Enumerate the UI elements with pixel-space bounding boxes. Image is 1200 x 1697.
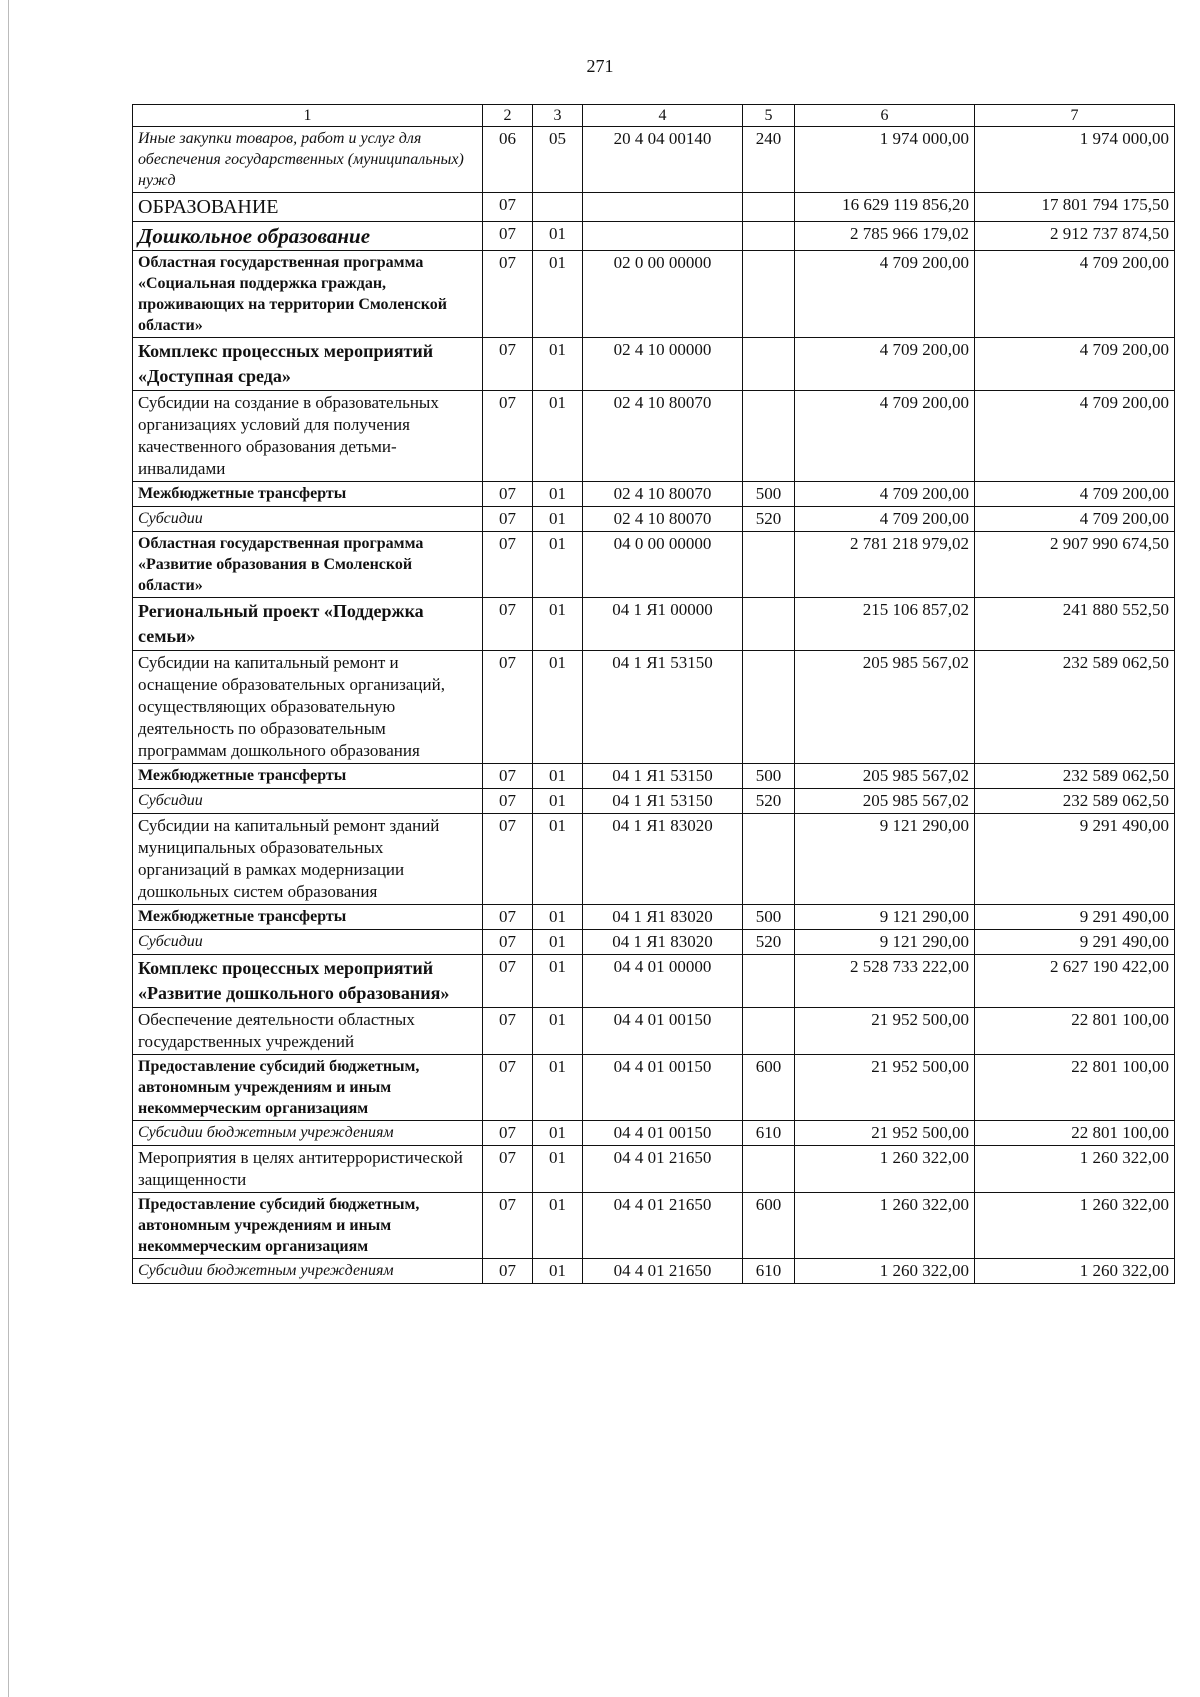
expense-type-cell: 520 — [743, 789, 795, 814]
row-name-cell: Межбюджетные трансферты — [133, 482, 483, 507]
header-cell: 3 — [533, 105, 583, 127]
amount-year-1-cell: 21 952 500,00 — [795, 1008, 975, 1055]
section-code-cell: 07 — [483, 930, 533, 955]
target-article-cell: 04 1 Я1 83020 — [583, 905, 743, 930]
subsection-code-cell: 01 — [533, 338, 583, 391]
budget-table — [132, 104, 1175, 1284]
target-article-cell: 04 4 01 00150 — [583, 1055, 743, 1121]
row-name-cell: Субсидии — [133, 507, 483, 532]
target-article-cell — [583, 193, 743, 222]
section-code-cell: 06 — [483, 127, 533, 193]
subsection-code-cell: 01 — [533, 1259, 583, 1284]
subsection-code-cell: 01 — [533, 814, 583, 905]
table-row — [133, 598, 1175, 651]
expense-type-cell — [743, 598, 795, 651]
row-name-cell: Субсидии — [133, 789, 483, 814]
subsection-code-cell: 01 — [533, 651, 583, 764]
amount-year-1-cell: 4 709 200,00 — [795, 391, 975, 482]
expense-type-cell — [743, 1146, 795, 1193]
table-row — [133, 955, 1175, 1008]
expense-type-cell — [743, 651, 795, 764]
expense-type-cell: 240 — [743, 127, 795, 193]
subsection-code-cell: 01 — [533, 598, 583, 651]
table-row — [133, 338, 1175, 391]
subsection-code-cell: 01 — [533, 1121, 583, 1146]
target-article-cell: 04 4 01 00000 — [583, 955, 743, 1008]
target-article-cell: 04 4 01 21650 — [583, 1193, 743, 1259]
target-article-cell: 04 1 Я1 83020 — [583, 930, 743, 955]
row-name-cell: Комплекс процессных мероприятий «Развитие дошкольного образования» — [133, 955, 483, 1008]
amount-year-1-cell: 1 260 322,00 — [795, 1193, 975, 1259]
target-article-cell: 04 1 Я1 53150 — [583, 764, 743, 789]
row-name-cell: Предоставление субсидий бюджетным, автономным учреждениям и иным некоммерческим организациям — [133, 1055, 483, 1121]
section-code-cell: 07 — [483, 814, 533, 905]
section-code-cell: 07 — [483, 955, 533, 1008]
table-row — [133, 1193, 1175, 1259]
subsection-code-cell: 01 — [533, 764, 583, 789]
row-name-cell: Дошкольное образование — [133, 222, 483, 251]
target-article-cell: 04 4 01 21650 — [583, 1259, 743, 1284]
expense-type-cell — [743, 222, 795, 251]
amount-year-2-cell: 4 709 200,00 — [975, 391, 1175, 482]
target-article-cell: 02 4 10 80070 — [583, 507, 743, 532]
expense-type-cell: 600 — [743, 1193, 795, 1259]
target-article-cell: 02 4 10 80070 — [583, 391, 743, 482]
table-row — [133, 1259, 1175, 1284]
row-name-cell: Комплекс процессных мероприятий «Доступная среда» — [133, 338, 483, 391]
section-code-cell: 07 — [483, 222, 533, 251]
amount-year-2-cell: 9 291 490,00 — [975, 814, 1175, 905]
row-name-cell: Субсидии — [133, 930, 483, 955]
subsection-code-cell: 01 — [533, 222, 583, 251]
subsection-code-cell: 01 — [533, 507, 583, 532]
subsection-code-cell: 01 — [533, 482, 583, 507]
row-name-cell: Межбюджетные трансферты — [133, 905, 483, 930]
section-code-cell: 07 — [483, 1121, 533, 1146]
amount-year-1-cell: 1 260 322,00 — [795, 1259, 975, 1284]
amount-year-2-cell: 22 801 100,00 — [975, 1121, 1175, 1146]
amount-year-1-cell: 215 106 857,02 — [795, 598, 975, 651]
expense-type-cell — [743, 1008, 795, 1055]
target-article-cell: 04 4 01 21650 — [583, 1146, 743, 1193]
expense-type-cell — [743, 814, 795, 905]
table-row — [133, 391, 1175, 482]
row-name-cell: Обеспечение деятельности областных государственных учреждений — [133, 1008, 483, 1055]
target-article-cell: 04 1 Я1 00000 — [583, 598, 743, 651]
subsection-code-cell: 01 — [533, 955, 583, 1008]
expense-type-cell: 600 — [743, 1055, 795, 1121]
header-cell: 6 — [795, 105, 975, 127]
row-name-cell: Субсидии бюджетным учреждениям — [133, 1121, 483, 1146]
table-row — [133, 1121, 1175, 1146]
header-cell: 7 — [975, 105, 1175, 127]
section-code-cell: 07 — [483, 1055, 533, 1121]
table-row — [133, 814, 1175, 905]
target-article-cell: 02 0 00 00000 — [583, 251, 743, 338]
table-row — [133, 251, 1175, 338]
amount-year-2-cell: 2 907 990 674,50 — [975, 532, 1175, 598]
expense-type-cell: 520 — [743, 507, 795, 532]
header-cell: 2 — [483, 105, 533, 127]
table-row — [133, 651, 1175, 764]
expense-type-cell — [743, 251, 795, 338]
header-row — [133, 105, 1175, 127]
expense-type-cell — [743, 391, 795, 482]
amount-year-1-cell: 9 121 290,00 — [795, 814, 975, 905]
section-code-cell: 07 — [483, 507, 533, 532]
amount-year-1-cell: 205 985 567,02 — [795, 789, 975, 814]
amount-year-2-cell: 4 709 200,00 — [975, 251, 1175, 338]
section-code-cell: 07 — [483, 764, 533, 789]
amount-year-1-cell: 16 629 119 856,20 — [795, 193, 975, 222]
row-name-cell: Областная государственная программа «Развитие образования в Смоленской области» — [133, 532, 483, 598]
section-code-cell: 07 — [483, 251, 533, 338]
table-row — [133, 1146, 1175, 1193]
amount-year-1-cell: 9 121 290,00 — [795, 905, 975, 930]
table-row — [133, 789, 1175, 814]
amount-year-2-cell: 9 291 490,00 — [975, 905, 1175, 930]
amount-year-2-cell: 9 291 490,00 — [975, 930, 1175, 955]
table-row — [133, 1055, 1175, 1121]
amount-year-1-cell: 4 709 200,00 — [795, 251, 975, 338]
subsection-code-cell: 05 — [533, 127, 583, 193]
amount-year-1-cell: 2 781 218 979,02 — [795, 532, 975, 598]
expense-type-cell: 610 — [743, 1259, 795, 1284]
table-row — [133, 764, 1175, 789]
target-article-cell: 02 4 10 00000 — [583, 338, 743, 391]
section-code-cell: 07 — [483, 391, 533, 482]
section-code-cell: 07 — [483, 482, 533, 507]
header-cell: 4 — [583, 105, 743, 127]
section-code-cell: 07 — [483, 338, 533, 391]
amount-year-2-cell: 232 589 062,50 — [975, 764, 1175, 789]
amount-year-2-cell: 4 709 200,00 — [975, 507, 1175, 532]
table-row — [133, 930, 1175, 955]
row-name-cell: Субсидии на создание в образовательных организациях условий для получения качественного образования детьми-инвалидами — [133, 391, 483, 482]
amount-year-2-cell: 232 589 062,50 — [975, 651, 1175, 764]
header-cell: 1 — [133, 105, 483, 127]
target-article-cell: 02 4 10 80070 — [583, 482, 743, 507]
amount-year-1-cell: 2 785 966 179,02 — [795, 222, 975, 251]
target-article-cell — [583, 222, 743, 251]
amount-year-2-cell: 22 801 100,00 — [975, 1008, 1175, 1055]
subsection-code-cell: 01 — [533, 1055, 583, 1121]
amount-year-2-cell: 4 709 200,00 — [975, 482, 1175, 507]
amount-year-2-cell: 241 880 552,50 — [975, 598, 1175, 651]
section-code-cell: 07 — [483, 598, 533, 651]
section-code-cell: 07 — [483, 651, 533, 764]
amount-year-2-cell: 232 589 062,50 — [975, 789, 1175, 814]
expense-type-cell: 500 — [743, 482, 795, 507]
amount-year-2-cell: 1 260 322,00 — [975, 1193, 1175, 1259]
target-article-cell: 04 0 00 00000 — [583, 532, 743, 598]
section-code-cell: 07 — [483, 1193, 533, 1259]
table-row — [133, 1008, 1175, 1055]
amount-year-1-cell: 4 709 200,00 — [795, 507, 975, 532]
section-code-cell: 07 — [483, 532, 533, 598]
target-article-cell: 04 1 Я1 83020 — [583, 814, 743, 905]
section-code-cell: 07 — [483, 193, 533, 222]
section-code-cell: 07 — [483, 1008, 533, 1055]
expense-type-cell — [743, 955, 795, 1008]
row-name-cell: Субсидии на капитальный ремонт и оснащение образовательных организаций, осуществляющих образовательную деятельность по образовательным программам дошкольного образования — [133, 651, 483, 764]
table-row — [133, 482, 1175, 507]
amount-year-2-cell: 1 260 322,00 — [975, 1146, 1175, 1193]
row-name-cell: Мероприятия в целях антитеррористической защищенности — [133, 1146, 483, 1193]
subsection-code-cell: 01 — [533, 930, 583, 955]
row-name-cell: Межбюджетные трансферты — [133, 764, 483, 789]
amount-year-1-cell: 2 528 733 222,00 — [795, 955, 975, 1008]
target-article-cell: 04 4 01 00150 — [583, 1008, 743, 1055]
expense-type-cell: 500 — [743, 905, 795, 930]
subsection-code-cell: 01 — [533, 1008, 583, 1055]
subsection-code-cell: 01 — [533, 251, 583, 338]
amount-year-1-cell: 205 985 567,02 — [795, 764, 975, 789]
section-code-cell: 07 — [483, 1146, 533, 1193]
subsection-code-cell: 01 — [533, 1193, 583, 1259]
amount-year-2-cell: 2 912 737 874,50 — [975, 222, 1175, 251]
section-code-cell: 07 — [483, 789, 533, 814]
table-row — [133, 532, 1175, 598]
amount-year-1-cell: 4 709 200,00 — [795, 338, 975, 391]
target-article-cell: 04 1 Я1 53150 — [583, 789, 743, 814]
page-number: 271 — [586, 56, 614, 76]
row-name-cell: Предоставление субсидий бюджетным, автономным учреждениям и иным некоммерческим организациям — [133, 1193, 483, 1259]
amount-year-1-cell: 205 985 567,02 — [795, 651, 975, 764]
subsection-code-cell: 01 — [533, 789, 583, 814]
amount-year-1-cell: 1 974 000,00 — [795, 127, 975, 193]
amount-year-2-cell: 2 627 190 422,00 — [975, 955, 1175, 1008]
expense-type-cell: 610 — [743, 1121, 795, 1146]
amount-year-1-cell: 4 709 200,00 — [795, 482, 975, 507]
subsection-code-cell: 01 — [533, 532, 583, 598]
subsection-code-cell — [533, 193, 583, 222]
subsection-code-cell: 01 — [533, 1146, 583, 1193]
expense-type-cell: 500 — [743, 764, 795, 789]
amount-year-2-cell: 4 709 200,00 — [975, 338, 1175, 391]
expense-type-cell: 520 — [743, 930, 795, 955]
table-row — [133, 127, 1175, 193]
target-article-cell: 04 4 01 00150 — [583, 1121, 743, 1146]
amount-year-2-cell: 1 260 322,00 — [975, 1259, 1175, 1284]
row-name-cell: Региональный проект «Поддержка семьи» — [133, 598, 483, 651]
section-code-cell: 07 — [483, 1259, 533, 1284]
amount-year-1-cell: 1 260 322,00 — [795, 1146, 975, 1193]
table-row — [133, 507, 1175, 532]
subsection-code-cell: 01 — [533, 391, 583, 482]
row-name-cell: ОБРАЗОВАНИЕ — [133, 193, 483, 222]
subsection-code-cell: 01 — [533, 905, 583, 930]
amount-year-2-cell: 22 801 100,00 — [975, 1055, 1175, 1121]
amount-year-1-cell: 21 952 500,00 — [795, 1121, 975, 1146]
row-name-cell: Субсидии бюджетным учреждениям — [133, 1259, 483, 1284]
amount-year-2-cell: 17 801 794 175,50 — [975, 193, 1175, 222]
amount-year-1-cell: 21 952 500,00 — [795, 1055, 975, 1121]
scan-edge-line — [8, 0, 9, 1697]
section-code-cell: 07 — [483, 905, 533, 930]
row-name-cell: Областная государственная программа «Социальная поддержка граждан, проживающих на территории Смоленской области» — [133, 251, 483, 338]
expense-type-cell — [743, 532, 795, 598]
row-name-cell: Субсидии на капитальный ремонт зданий муниципальных образовательных организаций в рамках модернизации дошкольных систем образования — [133, 814, 483, 905]
amount-year-1-cell: 9 121 290,00 — [795, 930, 975, 955]
table-row — [133, 222, 1175, 251]
expense-type-cell — [743, 193, 795, 222]
row-name-cell: Иные закупки товаров, работ и услуг для обеспечения государственных (муниципальных) нужд — [133, 127, 483, 193]
target-article-cell: 20 4 04 00140 — [583, 127, 743, 193]
expense-type-cell — [743, 338, 795, 391]
table-row — [133, 905, 1175, 930]
header-cell: 5 — [743, 105, 795, 127]
amount-year-2-cell: 1 974 000,00 — [975, 127, 1175, 193]
table-row — [133, 193, 1175, 222]
target-article-cell: 04 1 Я1 53150 — [583, 651, 743, 764]
